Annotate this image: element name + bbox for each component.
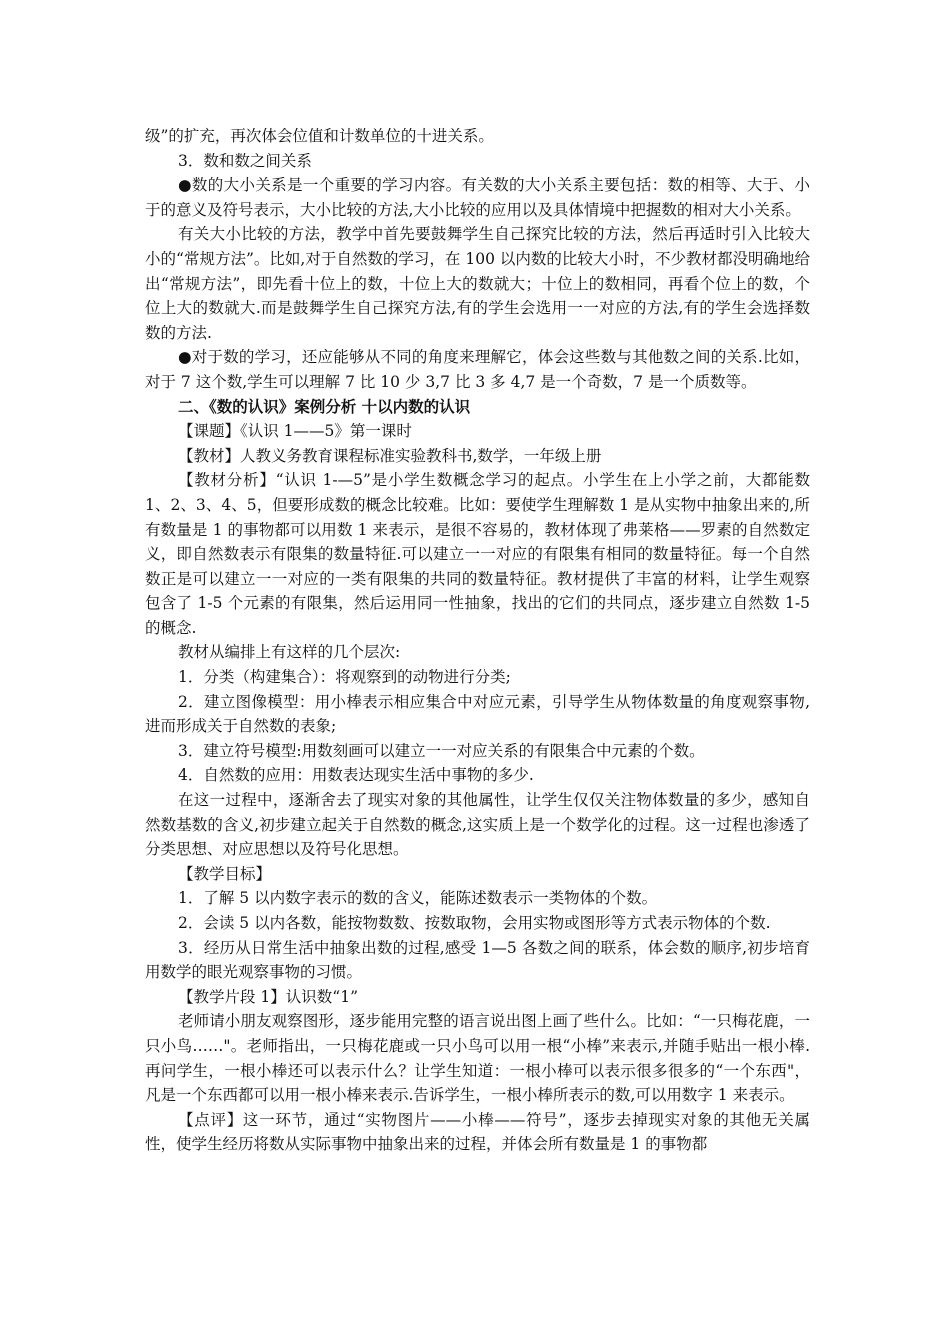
paragraph-process: 在这一过程中，逐渐舍去了现实对象的其他属性，让学生仅仅关注物体数量的多少，感知自然数基数的含义,初步建立起关于自然数的概念,这实质上是一个数学化的过程。这一过程也渗透了分类思想、对应思想以及符号化思想。 — [145, 791, 810, 859]
paragraph-continuation: 级”的扩充，再次体会位值和计数单位的十进关系。 — [145, 127, 494, 145]
teaching-goals-heading: 【教学目标】 — [178, 864, 272, 883]
level-item-3: 3．建立符号模型:用数刻画可以建立一一对应关系的有限集合中元素的个数。 — [178, 741, 705, 760]
section-heading-2: 二、《数的认识》案例分析 十以内数的认识 — [178, 396, 471, 416]
lesson-topic: 【课题】《认识 1——5》第一课时 — [178, 422, 412, 441]
document-page — [145, 124, 810, 1157]
section-item-3: 3．数和数之间关系 — [178, 151, 312, 170]
level-item-1: 1．分类（构建集合）：将观察到的动物进行分类; — [178, 668, 511, 687]
level-item-2: 2．建立图像模型：用小棒表示相应集合中对应元素，引导学生从物体数量的角度观察事物,进而形成关于自然数的表象; — [145, 692, 810, 736]
paragraph-textbook-analysis: 【教材分析】“认识 1-—5”是小学生数概念学习的起点。小学生在上小学之前，大都能数 1、2、3、4、5，但要形成数的概念比较难。比如：要使学生理解数 1 是从实物中抽象出来的,所有数量是 1 的事物都可以用数 1 来表示，是很不容易的，教材体现了弗莱格——罗素的自然数定义，即自然数表示有限集的数量特征.可以建立一一对应的有限集有相同的数量特征。每一个自然数正是可以建立一一对应的一类有限集的共同的数量特征。教材提供了丰富的材料，让学生观察包含了 1-5 个元素的有限集，然后运用同一性抽象，找出的它们的共同点，逐步建立自然数 1-5 的概念. — [145, 471, 810, 637]
lesson-textbook: 【教材】人教义务教育课程标准实验教科书,数学，一年级上册 — [178, 446, 602, 465]
paragraph-levels-intro: 教材从编排上有这样的几个层次: — [178, 643, 401, 662]
paragraph-size-relation: ●数的大小关系是一个重要的学习内容。有关数的大小关系主要包括：数的相等、大于、小于的意义及符号表示，大小比较的方法,大小比较的应用以及具体情境中把握数的相对大小关系。 — [145, 176, 810, 219]
level-item-4: 4．自然数的应用：用数表达现实生活中事物的多少. — [178, 766, 534, 785]
teaching-segment-heading: 【教学片段 1】认识数“1” — [178, 987, 358, 1006]
paragraph-comparison-method: 有关大小比较的方法，教学中首先要鼓舞学生自己探究比较的方法，然后再适时引入比较大小的“常规方法”。比如,对于自然数的学习，在 100 以内数的比较大小时，不少教材都没明确地给出“常规方法”，即先看十位上的数，十位上大的数就大；十位上的数相同，再看个位上的数，个位上大的数就大.而是鼓舞学生自己探究方法,有的学生会选用一一对应的方法,有的学生会选择数数的方法. — [145, 225, 810, 342]
goal-item-1: 1．了解 5 以内数字表示的数的含义，能陈述数表示一类物体的个数。 — [178, 889, 658, 908]
goal-item-2: 2．会读 5 以内各数，能按物数数、按数取物，会用实物或图形等方式表示物体的个数. — [178, 914, 771, 932]
goal-item-3: 3．经历从日常生活中抽象出数的过程,感受 1—5 各数之间的联系，体会数的顺序,初步培育用数学的眼光观察事物的习惯。 — [145, 938, 810, 982]
paragraph-comment: 【点评】这一环节，通过“实物图片——小棒——符号”，逐步去掉现实对象的其他无关属性，使学生经历将数从实际事物中抽象出来的过程，并体会所有数量是 1 的事物都 — [145, 1110, 810, 1154]
paragraph-number-angles: ●对于数的学习，还应能够从不同的角度来理解它，体会这些数与其他数之间的关系.比如，对于 7 这个数,学生可以理解 7 比 10 少 3,7 比 3 多 4,7 是一个奇数，7 是一个质数等。 — [145, 348, 810, 391]
paragraph-teaching-segment: 老师请小朋友观察图形，逐步能用完整的语言说出图上画了些什么。比如：“一只梅花鹿，一只小鸟……"。老师指出，一只梅花鹿或一只小鸟可以用一根“小棒”来表示,并随手贴出一根小棒.再问学生，一根小棒还可以表示什么？让学生知道：一根小棒可以表示很多很多的“一个东西"，凡是一个东西都可以用一根小棒来表示.告诉学生，一根小棒所表示的数,可以用数字 1 来表示。 — [145, 1012, 810, 1105]
